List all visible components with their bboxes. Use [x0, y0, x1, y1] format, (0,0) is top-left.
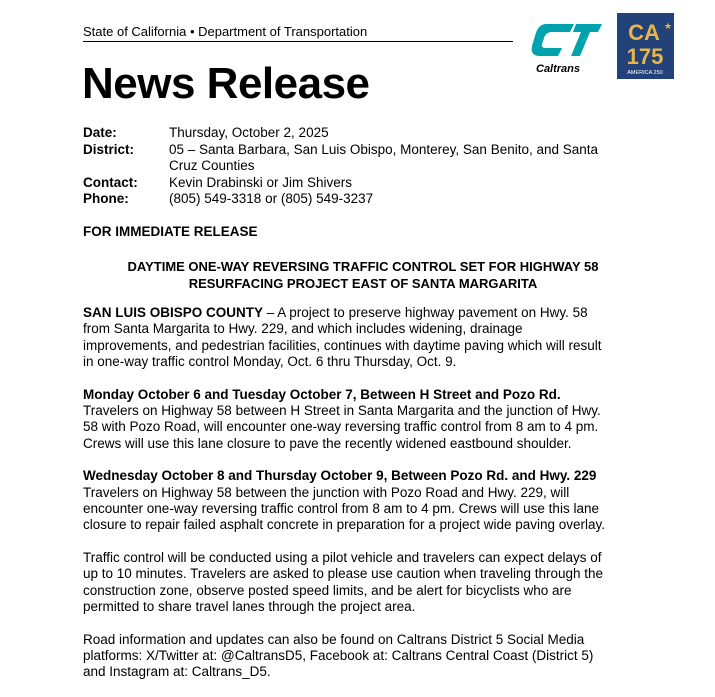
ca175-top-text: CA [628, 20, 660, 45]
district-label: District: [83, 141, 135, 157]
caltrans-logo-text: Caltrans [536, 63, 581, 75]
dateline: SAN LUIS OBISPO COUNTY [83, 305, 264, 320]
district-value [169, 142, 643, 175]
immediate-release: FOR IMMEDIATE RELEASE [83, 224, 258, 239]
paragraph-line: up to 10 minutes. Travelers are asked to please use caution when traveling through the [83, 566, 604, 582]
paragraph-line: Traffic control will be conducted using a pilot vehicle and travelers can expect delays of [83, 550, 602, 566]
paragraph-line: permitted to share travel lanes through the project area. [83, 598, 416, 614]
ca175-number-text: 175 [626, 44, 664, 69]
headline-line1: DAYTIME ONE-WAY REVERSING TRAFFIC CONTROL SET FOR HIGHWAY 58 [127, 259, 599, 274]
headline-line2: RESURFACING PROJECT EAST OF SANTA MARGARITA [188, 275, 538, 291]
paragraph-wednesday [83, 468, 643, 533]
paragraph-line: 58 with Pozo Road, will encounter one-way reversing traffic control from 8 am to 4 pm. [83, 419, 599, 435]
paragraph-line: from Santa Margarita to Hwy. 229, and which includes widening, drainage [83, 321, 523, 337]
agency-header: State of California • Department of Transportation [83, 24, 368, 39]
contact-label: Contact: [83, 174, 138, 190]
release-body [83, 305, 643, 697]
paragraph-line: encounter one-way reversing traffic control from 8 am to 4 pm. Crews will use this lane [83, 500, 599, 516]
contact-row [83, 175, 643, 192]
page-title: News Release [82, 59, 370, 108]
paragraph-line: construction zone, observe posted speed limits, and be alert for bicyclists who are [83, 582, 572, 598]
phone-label: Phone: [83, 191, 129, 206]
paragraph-social-media [83, 632, 643, 681]
district-row [83, 142, 643, 175]
district-value-line2: Cruz Counties [169, 158, 255, 173]
paragraph-line: improvements, and pedestrian facilities, continues with daytime paving which will result [83, 337, 602, 353]
paragraph-line: and Instagram at: Caltrans_D5. [83, 664, 271, 680]
date-row [83, 125, 643, 142]
paragraph-line: Travelers on Highway 58 between H Street in Santa Margarita and the junction of Hwy. [83, 402, 601, 418]
section-heading: Wednesday October 8 and Thursday October 9, Between Pozo Rd. and Hwy. 229 [83, 468, 597, 484]
paragraph-line: Travelers on Highway 58 between the junction with Pozo Road and Hwy. 229, will [83, 484, 570, 500]
paragraph-line: in one-way traffic control Monday, Oct. 6 thru Thursday, Oct. 9. [83, 353, 457, 369]
paragraph-line: closure to repair failed asphalt concrete in preparation for a project wide paving overlay. [83, 517, 606, 533]
ca175-sub-text: AMERICA 250 [627, 70, 663, 76]
release-meta [83, 125, 643, 208]
date-value: Thursday, October 2, 2025 [169, 125, 329, 140]
date-label: Date: [83, 125, 117, 140]
district-value-line1: 05 – Santa Barbara, San Luis Obispo, Monterey, San Benito, and Santa [169, 141, 599, 157]
paragraph-line: – A project to preserve highway pavement on Hwy. 58 [263, 305, 588, 320]
paragraph-line: Road information and updates can also be found on Caltrans District 5 Social Media [83, 631, 585, 647]
contact-value: Kevin Drabinski or Jim Shivers [169, 174, 353, 190]
paragraph-intro [83, 305, 643, 370]
caltrans-logo [528, 16, 604, 78]
header-rule [83, 41, 513, 42]
paragraph-line: Crews will use this lane closure to pave the recently widened eastbound shoulder. [83, 435, 572, 451]
ca175-badge [617, 13, 674, 79]
paragraph-line: platforms: X/Twitter at: @CaltransD5, Facebook at: Caltrans Central Coast (District 5) [83, 648, 594, 664]
phone-row [83, 191, 643, 208]
phone-value: (805) 549-3318 or (805) 549-3237 [169, 191, 374, 206]
paragraph-monday [83, 387, 643, 452]
section-heading: Monday October 6 and Tuesday October 7, Between H Street and Pozo Rd. [83, 386, 561, 402]
headline [83, 259, 643, 292]
svg-text:★: ★ [664, 22, 673, 32]
paragraph-traffic-control [83, 550, 643, 615]
